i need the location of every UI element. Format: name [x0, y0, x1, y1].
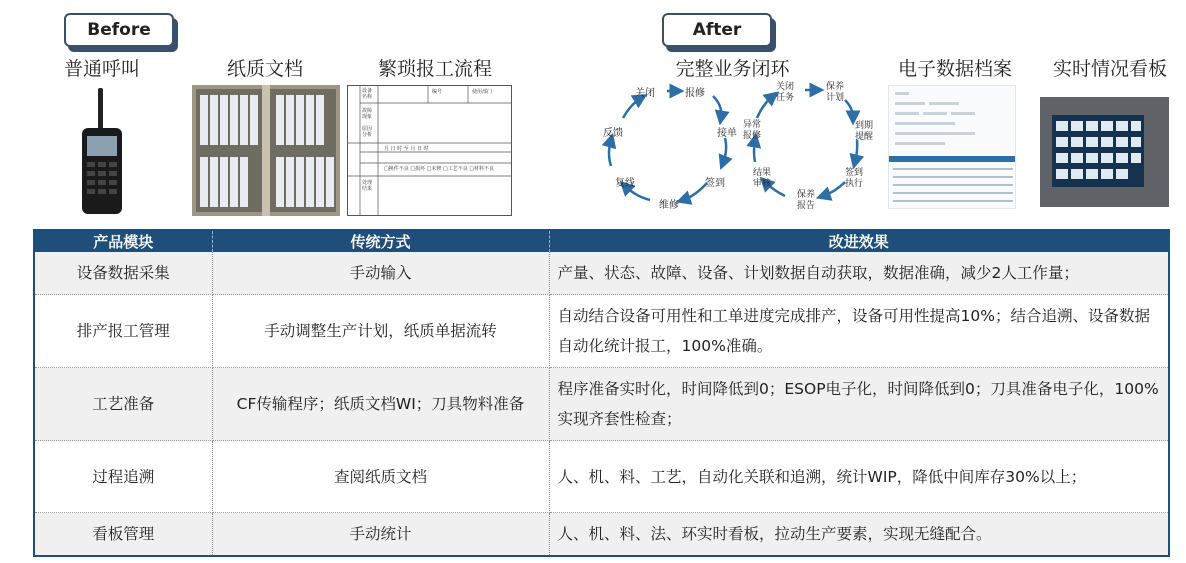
- cell-module: 工艺准备: [34, 368, 212, 441]
- caption-closed-loop: 完整业务闭环: [675, 58, 790, 80]
- caption-normal-call: 普通呼叫: [63, 58, 140, 80]
- cell-traditional: 手动输入: [212, 252, 549, 295]
- realtime-board-image: [1040, 97, 1169, 207]
- before-label: Before: [87, 20, 151, 40]
- loop-right-2: 到期提醒: [854, 121, 873, 142]
- form-label-2: 原因分析: [362, 126, 373, 138]
- cell-improvement: 产量、状态、故障、设备、计划数据自动获取，数据准确，减少2人工作量；: [549, 252, 1169, 295]
- e-archive-image: [888, 85, 1016, 209]
- header-traditional: 传统方式: [212, 230, 549, 252]
- table-row: [34, 513, 1169, 557]
- closed-loop-diagram: [595, 78, 885, 213]
- form-check-2: □未修: [426, 166, 442, 172]
- loop-right-6: 异常报修: [742, 120, 761, 141]
- form-check-3: □工艺不良: [442, 166, 468, 172]
- table-row: [34, 368, 1169, 441]
- cell-traditional: 查阅纸质文档: [212, 441, 549, 513]
- table-row: [34, 252, 1169, 295]
- after-label: After: [692, 20, 742, 40]
- loop-left-5: 复线: [615, 178, 635, 189]
- loop-left-6: 反馈: [603, 128, 623, 139]
- loop-right-1: 保养计划: [825, 82, 844, 103]
- cell-module: 设备数据采集: [34, 252, 212, 295]
- cell-improvement: 人、机、料、工艺，自动化关联和追溯，统计WIP，降低中间库存30%以上；: [549, 441, 1169, 513]
- form-top-label-0: 编号: [432, 89, 443, 95]
- loop-right-4: 保养报告: [796, 190, 815, 211]
- loop-right-5: 结果审核: [752, 168, 771, 189]
- form-label-0: 设备名称: [362, 88, 373, 100]
- walkie-talkie-image: [68, 84, 138, 216]
- caption-tedious-report: 繁琐报工流程: [377, 58, 492, 80]
- paper-form-image: [347, 85, 512, 216]
- loop-left-4: 维修: [659, 200, 679, 211]
- form-label-1: 故障现象: [362, 108, 373, 120]
- header-module: 产品模块: [34, 230, 212, 252]
- before-tag: [64, 13, 174, 47]
- loop-right-3: 签到执行: [844, 168, 863, 189]
- cell-traditional: CF传输程序；纸质文档WI；刀具物料准备: [212, 368, 549, 441]
- form-check-4: □材料不良: [469, 166, 495, 172]
- table-header-row: [34, 230, 1169, 252]
- cell-traditional: 手动统计: [212, 513, 549, 557]
- form-time-line: 月 日 时 至 月 日 时: [384, 146, 429, 152]
- loop-left-2: 接单: [717, 128, 737, 139]
- cell-improvement: 程序准备实时化，时间降低到0；ESOP电子化，时间降低到0；刀具准备电子化，100%实现齐套性检查；: [549, 368, 1169, 441]
- paper-documents-image: [192, 85, 340, 216]
- form-checks: [384, 166, 494, 172]
- cell-module: 排产报工管理: [34, 295, 212, 368]
- loop-left-1: 报修: [685, 88, 705, 99]
- cell-improvement: 自动结合设备可用性和工单进度完成排产，设备可用性提高10%；结合追溯、设备数据自动化统计报工，100%准确。: [549, 295, 1169, 368]
- table-row: [34, 295, 1169, 368]
- table-row: [34, 441, 1169, 513]
- cell-module: 过程追溯: [34, 441, 212, 513]
- cell-module: 看板管理: [34, 513, 212, 557]
- after-tag: [662, 13, 772, 47]
- loop-left-0: 关闭: [635, 88, 655, 99]
- form-top-label-1: 使用部门: [472, 89, 493, 95]
- caption-paper-docs: 纸质文档: [226, 58, 303, 80]
- comparison-table: [33, 229, 1170, 557]
- loop-right-0: 关闭任务: [775, 82, 794, 103]
- caption-realtime-board: 实时情况看板: [1052, 58, 1167, 80]
- loop-left-3: 签到: [705, 178, 725, 189]
- form-label-3: 处理结果: [362, 180, 373, 192]
- form-check-1: □损坏: [410, 166, 426, 172]
- caption-e-archive: 电子数据档案: [897, 58, 1012, 80]
- cell-traditional: 手动调整生产计划，纸质单据流转: [212, 295, 549, 368]
- form-check-0: □换件不良: [384, 166, 409, 172]
- header-improvement: 改进效果: [549, 230, 1169, 252]
- cell-improvement: 人、机、料、法、环实时看板，拉动生产要素，实现无缝配合。: [549, 513, 1169, 557]
